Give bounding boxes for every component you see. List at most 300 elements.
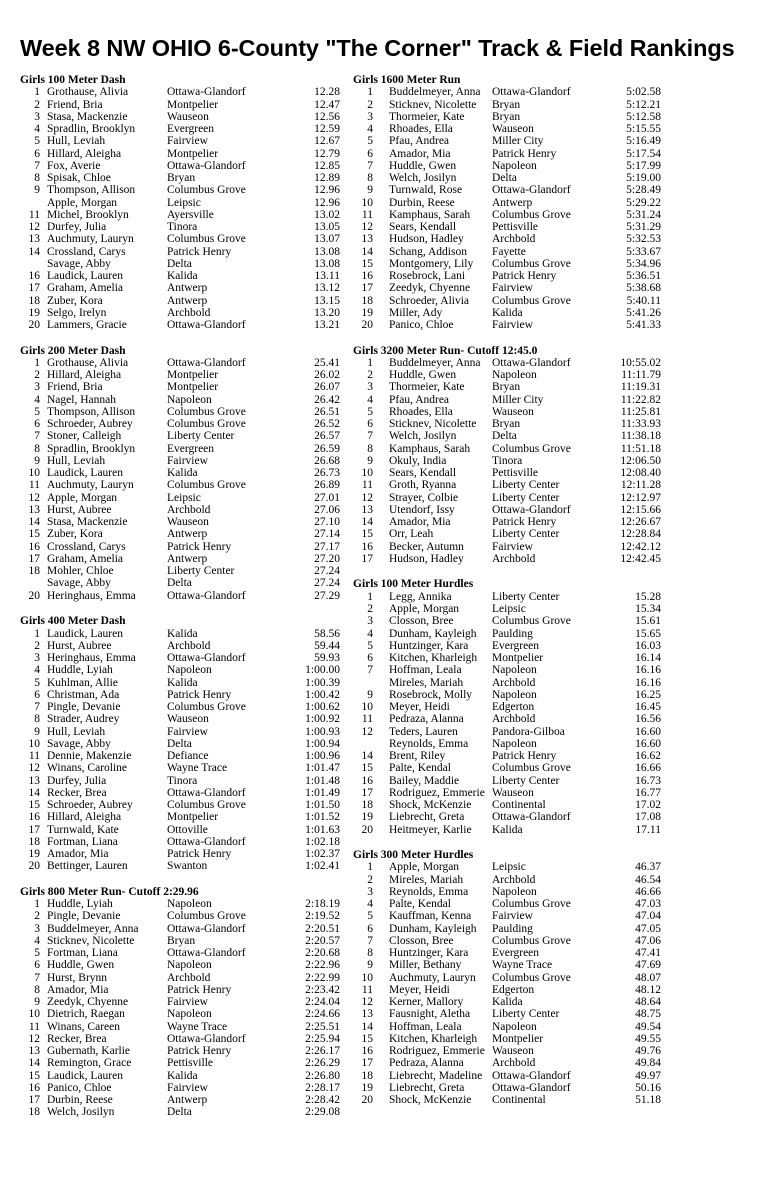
ranking-row (353, 430, 661, 442)
athlete-mark: 13.02 (314, 208, 340, 221)
athlete-school: Continental (492, 799, 546, 812)
athlete-name: Michel, Brooklyn (47, 208, 129, 221)
athlete-school: Ottawa-Glandorf (492, 1081, 571, 1094)
athlete-mark: 47.69 (635, 959, 661, 972)
athlete-place: 8 (367, 947, 373, 960)
athlete-name: Kerner, Mallory (389, 996, 464, 1009)
athlete-name: Apple, Morgan (47, 491, 118, 504)
athlete-name: Brent, Riley (389, 750, 446, 763)
ranking-row (20, 394, 340, 406)
athlete-school: Napoleon (492, 159, 537, 172)
athlete-school: Fairview (167, 725, 208, 738)
athlete-place: 19 (361, 306, 373, 319)
ranking-row (20, 799, 340, 811)
athlete-school: Paulding (492, 922, 533, 935)
athlete-name: Reynolds, Emma (389, 737, 469, 750)
athlete-mark: 10:55.02 (620, 356, 661, 369)
athlete-place: 19 (361, 811, 373, 824)
ranking-row (20, 148, 340, 160)
athlete-name: Heringhaus, Emma (47, 652, 136, 665)
athlete-place: 10 (28, 737, 40, 750)
ranking-row (20, 406, 340, 418)
athlete-place: 10 (28, 467, 40, 480)
athlete-school: Edgerton (492, 701, 535, 714)
ranking-row (20, 1045, 340, 1057)
ranking-row (20, 135, 340, 147)
athlete-place: 3 (34, 652, 40, 665)
athlete-name: Miller, Ady (389, 306, 443, 319)
athlete-school: Kalida (167, 467, 198, 480)
ranking-row (353, 984, 661, 996)
athlete-school: Columbus Grove (492, 294, 571, 307)
athlete-mark: 5:31.24 (626, 208, 661, 221)
athlete-school: Evergreen (167, 442, 215, 455)
athlete-mark: 17.08 (635, 811, 661, 824)
ranking-row (353, 775, 661, 787)
athlete-name: Fortman, Liana (47, 835, 118, 848)
athlete-place: 9 (367, 688, 373, 701)
athlete-place: 2 (367, 873, 373, 886)
athlete-name: Graham, Amelia (47, 552, 124, 565)
athlete-place: 5 (34, 947, 40, 960)
athlete-place: 12 (361, 491, 373, 504)
athlete-school: Ottawa-Glandorf (492, 356, 571, 369)
athlete-place: 1 (34, 356, 40, 369)
athlete-name: Auchmuty, Lauryn (47, 233, 134, 246)
athlete-name: Shock, McKenzie (389, 799, 472, 812)
athlete-school: Napoleon (492, 1020, 537, 1033)
athlete-mark: 12.89 (314, 172, 340, 185)
athlete-name: Stasa, Mackenzie (47, 110, 128, 123)
ranking-row (353, 947, 661, 959)
athlete-mark: 13.20 (314, 306, 340, 319)
ranking-row (20, 516, 340, 528)
athlete-mark: 16.14 (635, 652, 661, 665)
right-column (353, 74, 661, 1120)
event-title: Girls 100 Meter Dash (20, 74, 126, 86)
ranking-row (20, 1070, 340, 1082)
athlete-name: Rhoades, Ella (389, 123, 453, 136)
athlete-mark: 26.89 (314, 479, 340, 492)
ranking-row (20, 787, 340, 799)
athlete-place: 8 (367, 442, 373, 455)
ranking-row (20, 123, 340, 135)
athlete-name: Liebrecht, Madeline (389, 1069, 483, 1082)
athlete-school: Ottawa-Glandorf (167, 652, 246, 665)
athlete-school: Wauseon (167, 110, 209, 123)
athlete-place: 16 (361, 270, 373, 283)
athlete-name: Rodriguez, Emmerie (389, 786, 485, 799)
ranking-row (20, 738, 340, 750)
ranking-row (353, 935, 661, 947)
athlete-name: Rodriguez, Emmerie (389, 1045, 485, 1058)
event-title: Girls 400 Meter Dash (20, 615, 126, 628)
athlete-school: Kalida (167, 627, 198, 640)
athlete-name: Hull, Leviah (47, 725, 106, 738)
athlete-place: 13 (28, 503, 40, 516)
athlete-name: Fausnight, Aletha (389, 1008, 471, 1021)
athlete-place: 18 (28, 835, 40, 848)
athlete-mark: 11:51.18 (620, 442, 661, 455)
athlete-name: Crossland, Carys (47, 245, 126, 258)
athlete-place: 14 (361, 516, 373, 529)
athlete-school: Miller City (492, 135, 544, 148)
athlete-mark: 2:25.51 (305, 1020, 340, 1033)
athlete-mark: 16.25 (635, 688, 661, 701)
athlete-place: 19 (361, 1081, 373, 1094)
athlete-school: Liberty Center (492, 528, 560, 541)
athlete-place: 13 (361, 1008, 373, 1021)
athlete-name: Legg, Annika (389, 590, 452, 603)
athlete-school: Continental (492, 1094, 546, 1107)
athlete-place: 6 (367, 652, 373, 665)
athlete-mark: 13.05 (314, 221, 340, 234)
athlete-name: Crossland, Carys (47, 540, 126, 553)
athlete-mark: 2:26.29 (305, 1057, 340, 1070)
athlete-school: Pettisville (492, 467, 538, 480)
athlete-place: 9 (367, 184, 373, 197)
athlete-school: Antwerp (167, 528, 208, 541)
athlete-school: Liberty Center (492, 774, 560, 787)
ranking-row (20, 467, 340, 479)
athlete-name: Dunham, Kayleigh (389, 627, 477, 640)
athlete-name: Hull, Leviah (47, 135, 106, 148)
ranking-row (353, 762, 661, 774)
ranking-row (20, 726, 340, 738)
athlete-name: Sticknev, Nicolette (389, 418, 477, 431)
ranking-row (20, 541, 340, 553)
athlete-place: 13 (28, 233, 40, 246)
ranking-row (353, 898, 661, 910)
athlete-name: Pedraza, Alanna (389, 1057, 464, 1070)
athlete-name: Heitmeyer, Karlie (389, 823, 472, 836)
ranking-row (353, 591, 661, 603)
athlete-school: Archbold (167, 306, 211, 319)
athlete-name: Liebrecht, Greta (389, 1081, 465, 1094)
athlete-mark: 1:00.62 (305, 701, 340, 714)
athlete-name: Hurst, Aubree (47, 503, 112, 516)
ranking-row (20, 628, 340, 640)
ranking-row (20, 701, 340, 713)
athlete-place: 14 (28, 245, 40, 258)
athlete-place: 10 (361, 196, 373, 209)
athlete-mark: 59.44 (314, 639, 340, 652)
athlete-name: Closson, Bree (389, 615, 454, 628)
athlete-school: Fairview (167, 996, 208, 1009)
page-title: Week 8 NW OHIO 6-County "The Corner" Track & Field Rankings (20, 35, 735, 61)
athlete-name: Shock, McKenzie (389, 1094, 472, 1107)
athlete-place: 7 (367, 664, 373, 677)
ranking-row (20, 282, 340, 294)
athlete-mark: 1:02.18 (305, 835, 340, 848)
ranking-row (353, 1008, 661, 1020)
athlete-place: 16 (361, 1045, 373, 1058)
ranking-row (353, 689, 661, 701)
ranking-row (20, 848, 340, 860)
ranking-row (353, 1082, 661, 1094)
athlete-school: Ottawa-Glandorf (492, 184, 571, 197)
athlete-name: Remington, Grace (47, 1057, 132, 1070)
ranking-row (20, 640, 340, 652)
athlete-school: Fairview (167, 454, 208, 467)
athlete-place: 6 (367, 922, 373, 935)
athlete-mark: 26.07 (314, 381, 340, 394)
athlete-place: 11 (28, 1020, 40, 1033)
ranking-row (353, 99, 661, 111)
athlete-name: Buddelmeyer, Anna (389, 356, 481, 369)
athlete-school: Kalida (492, 996, 523, 1009)
athlete-place: 7 (34, 159, 40, 172)
ranking-row (20, 1094, 340, 1106)
athlete-school: Ottawa-Glandorf (167, 589, 246, 602)
athlete-mark: 5:41.33 (626, 319, 661, 332)
athlete-name: Amador, Mia (389, 516, 451, 529)
athlete-mark: 11:33.93 (620, 418, 661, 431)
ranking-row (20, 246, 340, 258)
athlete-place: 7 (367, 159, 373, 172)
athlete-school: Delta (167, 1106, 192, 1119)
athlete-mark: 16.60 (635, 737, 661, 750)
athlete-mark: 27.14 (314, 528, 340, 541)
athlete-name: Teders, Lauren (389, 725, 458, 738)
athlete-place: 17 (28, 823, 40, 836)
athlete-place: 3 (367, 381, 373, 394)
athlete-place: 16 (28, 540, 40, 553)
athlete-school: Wayne Trace (492, 959, 553, 972)
ranking-row (20, 270, 340, 282)
athlete-name: Hoffman, Leala (389, 1020, 462, 1033)
athlete-place: 16 (28, 811, 40, 824)
athlete-place: 2 (367, 369, 373, 382)
athlete-mark: 5:33.67 (626, 245, 661, 258)
athlete-school: Napoleon (167, 393, 212, 406)
athlete-name: Stoner, Calleigh (47, 430, 122, 443)
ranking-row (353, 923, 661, 935)
athlete-mark: 16.73 (635, 774, 661, 787)
athlete-name: Laudick, Lauren (47, 627, 123, 640)
athlete-school: Ottawa-Glandorf (167, 1032, 246, 1045)
ranking-row (353, 628, 661, 640)
ranking-row (353, 258, 661, 270)
ranking-row (353, 874, 661, 886)
ranking-row (353, 886, 661, 898)
ranking-row (20, 984, 340, 996)
athlete-school: Liberty Center (492, 590, 560, 603)
athlete-mark: 5:02.58 (626, 86, 661, 99)
athlete-name: Sears, Kendall (389, 467, 457, 480)
athlete-school: Fayette (492, 245, 526, 258)
athlete-school: Delta (492, 430, 517, 443)
athlete-mark: 46.66 (635, 885, 661, 898)
athlete-place: 8 (34, 983, 40, 996)
athlete-place: 18 (28, 1106, 40, 1119)
athlete-mark: 5:17.99 (626, 159, 661, 172)
athlete-place: 17 (361, 786, 373, 799)
athlete-school: Edgerton (492, 983, 535, 996)
athlete-name: Dunham, Kayleigh (389, 922, 477, 935)
athlete-name: Strayer, Colbie (389, 491, 459, 504)
athlete-place: 3 (367, 885, 373, 898)
athlete-name: Gubernath, Karlie (47, 1045, 131, 1058)
athlete-mark: 11:38.18 (620, 430, 661, 443)
athlete-school: Patrick Henry (167, 688, 232, 701)
athlete-place: 5 (367, 135, 373, 148)
athlete-name: Zuber, Kora (47, 294, 103, 307)
athlete-mark: 13.08 (314, 245, 340, 258)
athlete-mark: 12:15.66 (620, 503, 661, 516)
athlete-mark: 12.56 (314, 110, 340, 123)
athlete-school: Napoleon (167, 1008, 212, 1021)
ranking-row (20, 307, 340, 319)
ranking-row (20, 677, 340, 689)
athlete-mark: 1:01.48 (305, 774, 340, 787)
athlete-school: Ottawa-Glandorf (492, 811, 571, 824)
ranking-row (353, 295, 661, 307)
athlete-name: Kamphaus, Sarah (389, 208, 471, 221)
athlete-mark: 48.64 (635, 996, 661, 1009)
athlete-name: Panico, Chloe (47, 1081, 112, 1094)
ranking-row (353, 443, 661, 455)
ranking-row (353, 418, 661, 430)
athlete-school: Kalida (167, 1069, 198, 1082)
ranking-row (353, 652, 661, 664)
athlete-school: Columbus Grove (167, 910, 246, 923)
athlete-mark: 27.24 (314, 577, 340, 590)
ranking-row (20, 811, 340, 823)
ranking-row (20, 233, 340, 245)
athlete-name: Pfau, Andrea (389, 135, 450, 148)
athlete-mark: 12.47 (314, 98, 340, 111)
ranking-row (20, 221, 340, 233)
event-title: Girls 1600 Meter Run (353, 74, 461, 86)
athlete-school: Ayersville (167, 208, 214, 221)
ranking-row (353, 246, 661, 258)
athlete-place: 8 (34, 442, 40, 455)
athlete-school: Columbus Grove (492, 971, 571, 984)
athlete-name: Nagel, Hannah (47, 393, 116, 406)
ranking-row (353, 615, 661, 627)
athlete-place: 10 (361, 971, 373, 984)
athlete-place: 2 (34, 910, 40, 923)
athlete-name: Fortman, Liana (47, 947, 118, 960)
ranking-row (353, 319, 661, 331)
athlete-place: 4 (367, 393, 373, 406)
ranking-row (20, 528, 340, 540)
athlete-place: 16 (361, 774, 373, 787)
ranking-row (20, 357, 340, 369)
athlete-place: 10 (361, 701, 373, 714)
athlete-name: Hudson, Hadley (389, 233, 464, 246)
athlete-place: 17 (361, 552, 373, 565)
athlete-name: Montgomery, Lily (389, 257, 474, 270)
athlete-place: 9 (34, 996, 40, 1009)
athlete-name: Spradlin, Brooklyn (47, 123, 136, 136)
athlete-mark: 1:02.41 (305, 860, 340, 873)
athlete-place: 12 (361, 221, 373, 234)
athlete-mark: 1:00.00 (305, 664, 340, 677)
athlete-school: Defiance (167, 750, 209, 763)
athlete-mark: 48.12 (635, 983, 661, 996)
event-section (20, 74, 340, 331)
ranking-row (20, 652, 340, 664)
athlete-school: Patrick Henry (492, 516, 557, 529)
athlete-mark: 12.96 (314, 196, 340, 209)
ranking-row (20, 111, 340, 123)
athlete-school: Evergreen (492, 639, 540, 652)
athlete-place: 18 (28, 565, 40, 578)
athlete-mark: 27.06 (314, 503, 340, 516)
athlete-school: Wauseon (492, 1045, 534, 1058)
athlete-school: Patrick Henry (492, 147, 557, 160)
athlete-name: Hurst, Brynn (47, 971, 108, 984)
athlete-mark: 15.61 (635, 615, 661, 628)
ranking-row (20, 996, 340, 1008)
athlete-school: Napoleon (167, 664, 212, 677)
athlete-school: Archbold (492, 873, 536, 886)
athlete-name: Laudick, Lauren (47, 1069, 123, 1082)
athlete-place: 2 (34, 369, 40, 382)
athlete-place: 14 (28, 786, 40, 799)
athlete-place: 15 (361, 257, 373, 270)
athlete-name: Huntzinger, Kara (389, 947, 469, 960)
athlete-mark: 1:01.47 (305, 762, 340, 775)
athlete-place: 3 (34, 381, 40, 394)
athlete-mark: 2:22.96 (305, 959, 340, 972)
ranking-row (353, 787, 661, 799)
athlete-mark: 2:25.94 (305, 1032, 340, 1045)
athlete-mark: 5:40.11 (626, 294, 661, 307)
athlete-mark: 59.93 (314, 652, 340, 665)
athlete-mark: 26.57 (314, 430, 340, 443)
athlete-mark: 12:42.12 (620, 540, 661, 553)
athlete-name: Kitchen, Kharleigh (389, 652, 478, 665)
ranking-row (20, 910, 340, 922)
athlete-school: Pettisville (167, 1057, 213, 1070)
athlete-place: 14 (361, 1020, 373, 1033)
athlete-school: Columbus Grove (492, 615, 571, 628)
athlete-name: Pedraza, Alanna (389, 713, 464, 726)
athlete-school: Archbold (167, 639, 211, 652)
event-section (353, 345, 661, 566)
athlete-mark: 16.77 (635, 786, 661, 799)
event-section (20, 345, 340, 602)
athlete-school: Bryan (167, 172, 196, 185)
athlete-mark: 46.37 (635, 861, 661, 874)
athlete-name: Recker, Brea (47, 786, 107, 799)
athlete-place: 12 (28, 1032, 40, 1045)
athlete-mark: 26.51 (314, 405, 340, 418)
athlete-mark: 16.66 (635, 762, 661, 775)
athlete-school: Ottawa-Glandorf (492, 503, 571, 516)
athlete-place: 8 (34, 713, 40, 726)
athlete-school: Napoleon (167, 898, 212, 911)
athlete-place: 9 (34, 184, 40, 197)
athlete-name: Friend, Bria (47, 98, 103, 111)
athlete-place: 19 (28, 306, 40, 319)
athlete-school: Tinora (167, 774, 198, 787)
athlete-mark: 17.11 (635, 823, 661, 836)
athlete-name: Huddle, Lyiah (47, 664, 113, 677)
athlete-mark: 47.05 (635, 922, 661, 935)
ranking-row (353, 221, 661, 233)
athlete-mark: 5:38.68 (626, 282, 661, 295)
athlete-school: Delta (167, 737, 192, 750)
ranking-row (353, 123, 661, 135)
athlete-name: Huntzinger, Kara (389, 639, 469, 652)
ranking-row (20, 455, 340, 467)
athlete-school: Patrick Henry (167, 540, 232, 553)
athlete-mark: 11:22.82 (620, 393, 661, 406)
